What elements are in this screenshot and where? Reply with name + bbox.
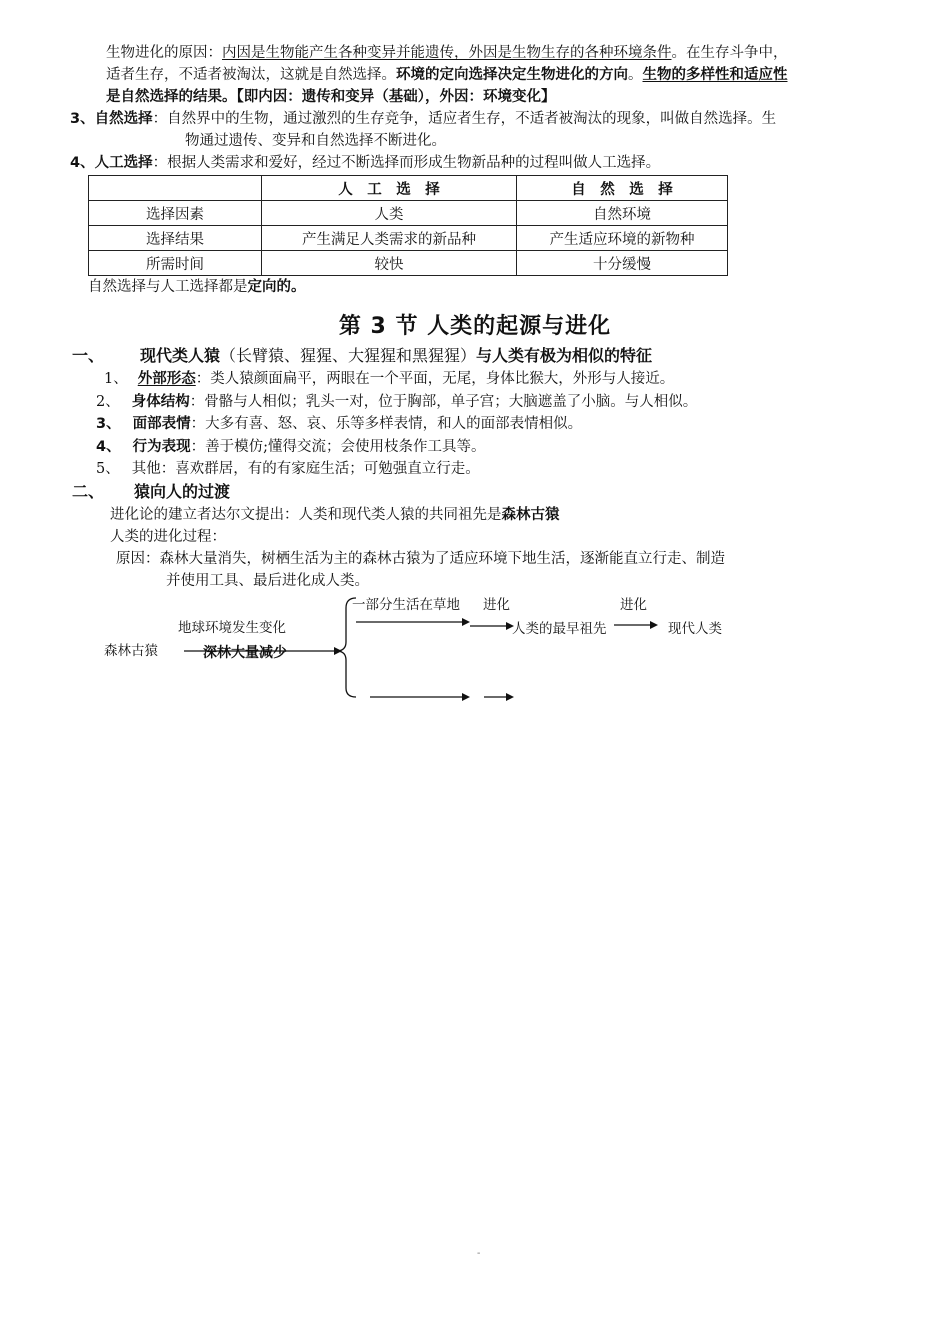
table-cell: 较快: [262, 251, 517, 276]
flow-evolve-label-1: 进化: [483, 597, 510, 613]
flow-arrowhead: [650, 621, 658, 629]
part1-num: 一、: [72, 346, 105, 365]
part1-item-text: ：类人猿颜面扁平，两眼在一个平面，无尾，身体比猴大，外形与人接近。: [195, 371, 675, 387]
flow-arrowhead: [462, 693, 470, 701]
direction-period: 。: [628, 67, 643, 83]
darwin-text: 进化论的建立者达尔文提出：人类和现代类人猿的共同祖先是: [110, 507, 502, 523]
selection-note-text: 自然选择与人工选择都是: [88, 279, 248, 295]
table-cell: 选择因素: [89, 201, 262, 226]
natural-selection-text: ：自然界中的生物，通过激烈的生存竞争，适应者生存，不适者被淘汰的现象，叫做自然选择。生: [152, 111, 777, 127]
part1-item-label: 面部表情: [132, 416, 191, 432]
table-cell: 产生满足人类需求的新品种: [262, 226, 517, 251]
part1-item-label: 身体结构: [131, 394, 190, 410]
part1-head-plain: （长臂猿、猩猩、大猩猩和黑猩猩）: [220, 346, 477, 365]
part1-item-text: 其他：喜欢群居，有的有家庭生活；可勉强直立行走。: [131, 461, 480, 477]
table-cell: 人类: [262, 201, 517, 226]
part1-item-text: ：善于模仿;懂得交流；会使用枝条作工具等。: [190, 439, 486, 455]
flow-modern-human: 现代人类: [668, 621, 722, 637]
artificial-selection-text: ：根据人类需求和爱好，经过不断选择而形成生物新品种的过程叫做人工选择。: [152, 155, 661, 171]
evolution-cause-inner-outer: 内因是生物能产生各种变异并能遗传，外因是生物生存的各种环境条件: [222, 45, 672, 61]
flow-start-node: 森林古猿: [104, 643, 158, 659]
evolution-reason-2: 并使用工具、最后进化成人类。: [166, 573, 369, 589]
evolution-process-label: 人类的进化过程：: [110, 529, 226, 545]
table-cell: 十分缓慢: [517, 251, 728, 276]
flow-arrowhead: [462, 618, 470, 626]
part1-item-num: 1、: [104, 371, 128, 387]
table-cell: 选择结果: [89, 226, 262, 251]
natural-selection-sentence: 适者生存，不适者被淘汰，这就是自然选择。: [106, 67, 396, 83]
flow-branch-grassland: 一部分生活在草地: [352, 597, 460, 613]
part1-item-num: 3、: [96, 416, 121, 432]
part1-item-label: 外部形态: [137, 371, 196, 387]
evolution-cause-tail: 。在生存斗争中，: [671, 45, 788, 61]
section-title: 第 3 节 人类的起源与进化: [338, 314, 612, 339]
natural-selection-text-2: 物通过遗传、变异和自然选择不断进化。: [185, 133, 446, 149]
part1-head-bold: 现代类人猿: [140, 346, 221, 365]
table-cell: 产生适应环境的新物种: [517, 226, 728, 251]
table-cell: 所需时间: [89, 251, 262, 276]
part1-item-text: ：骨骼与人相似；乳头一对，位于胸部，单子宫；大脑遮盖了小脑。与人相似。: [189, 394, 698, 410]
natural-selection-label: 3、自然选择: [70, 111, 153, 127]
direction-statement: 环境的定向选择决定生物进化的方向: [396, 67, 628, 83]
evolution-cause-line3: 是自然选择的结果。【即内因：遗传和变异（基础），外因：环境变化】: [106, 89, 556, 105]
flow-earliest-ancestor: 人类的最早祖先: [512, 621, 607, 637]
evolution-cause-lead: 生物进化的原因：: [106, 45, 222, 61]
part1-item-num: 4、: [96, 439, 121, 455]
flow-forest-decrease: 深林大量减少: [203, 645, 287, 661]
table-header-cell: 人 工 选 择: [262, 176, 517, 201]
flow-evolve-label-2: 进化: [620, 597, 647, 613]
evolution-reason-1: 原因：森林大量消失，树栖生活为主的森林古猿为了适应环境下地生活，逐渐能直立行走、制造: [116, 551, 725, 567]
part1-item-label: 行为表现: [132, 439, 191, 455]
selection-note-bold: 定向的。: [247, 279, 306, 295]
darwin-ancestor: 森林古猿: [501, 507, 560, 523]
page-footer-mark: -: [477, 1248, 481, 1259]
part1-item-text: ：大多有喜、怒、哀、乐等多样表情，和人的面部表情相似。: [190, 416, 583, 432]
flow-arrowhead: [506, 693, 514, 701]
part1-item-num: 2、: [96, 394, 120, 410]
diversity-statement: 生物的多样性和适应性: [642, 67, 788, 83]
flow-env-change: 地球环境发生变化: [178, 620, 286, 636]
table-cell: 自然环境: [517, 201, 728, 226]
part1-item-num: 5、: [96, 461, 120, 477]
table-header-cell: 自 然 选 择: [517, 176, 728, 201]
part2-head: 猿向人的过渡: [134, 482, 231, 501]
part2-num: 二、: [72, 482, 105, 501]
part1-head-tail: 与人类有极为相似的特征: [476, 346, 653, 365]
artificial-selection-label: 4、人工选择: [70, 155, 153, 171]
